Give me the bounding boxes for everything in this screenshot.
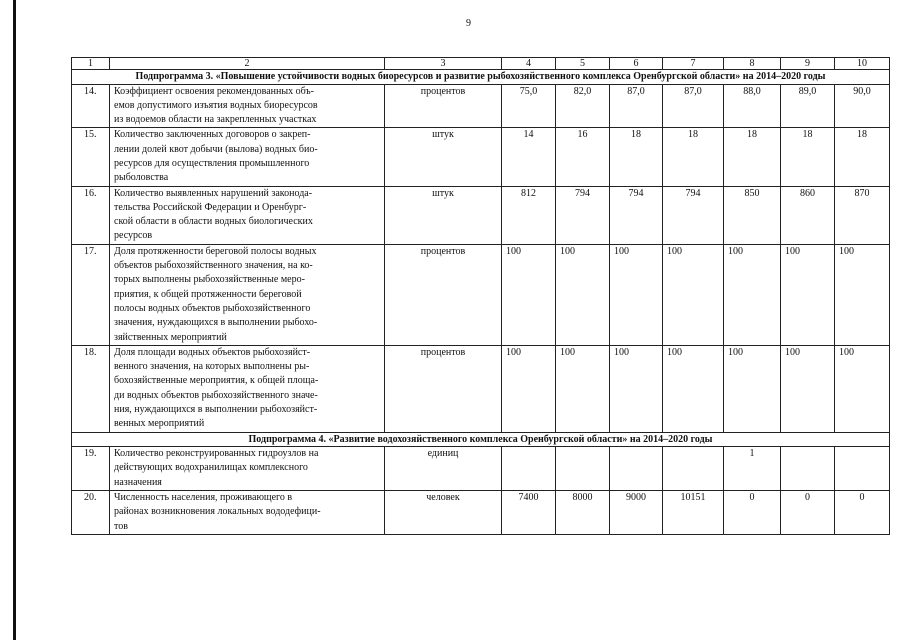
indicator-name-line: объектов рыбохозяйственного значения, на ко- <box>114 260 313 272</box>
table-row <box>72 491 890 535</box>
row-number: 17. <box>72 244 110 345</box>
indicator-name-line: из водоемов области на закрепленных участках <box>114 114 317 126</box>
value-cell: 100 <box>724 244 781 345</box>
value-cell: 794 <box>663 186 724 244</box>
value-cell: 0 <box>835 491 890 535</box>
indicator-name-line: действующих водохранилищах комплексного <box>114 462 308 474</box>
value-cell: 850 <box>724 186 781 244</box>
indicator-name-line: емов допустимого изъятия водных биоресурсов <box>114 99 318 111</box>
value-cell: 0 <box>724 491 781 535</box>
value-cell: 89,0 <box>781 84 835 128</box>
indicator-name-line: Количество заключенных договоров о закреп- <box>114 129 311 141</box>
col-number: 10 <box>835 58 890 70</box>
table-row <box>72 244 890 345</box>
indicator-name-line: Коэффициент освоения рекомендованных объ- <box>114 85 314 97</box>
value-cell: 812 <box>502 186 556 244</box>
indicator-name <box>110 491 385 535</box>
indicator-name-line: рыболовства <box>114 172 169 184</box>
indicator-name-line: районах возникновения локальных вододефици- <box>114 506 321 518</box>
col-number: 5 <box>556 58 610 70</box>
indicator-name-line: венного значения, на которых выполнены ры- <box>114 361 310 373</box>
value-cell: 87,0 <box>663 84 724 128</box>
unit-cell: единиц <box>385 447 502 491</box>
value-cell: 1 <box>724 447 781 491</box>
indicator-name <box>110 128 385 186</box>
value-cell <box>556 447 610 491</box>
col-number: 7 <box>663 58 724 70</box>
unit-cell: процентов <box>385 244 502 345</box>
col-number: 9 <box>781 58 835 70</box>
unit-cell: штук <box>385 186 502 244</box>
indicator-name <box>110 447 385 491</box>
column-number-row <box>72 58 890 70</box>
indicator-name-line: ния, нуждающихся в выполнении рыбохозяйст- <box>114 404 318 416</box>
value-cell: 100 <box>724 345 781 432</box>
value-cell <box>835 447 890 491</box>
value-cell <box>502 447 556 491</box>
value-cell: 18 <box>610 128 663 186</box>
indicator-name <box>110 345 385 432</box>
table-row <box>72 447 890 491</box>
subprogram-3-title: Подпрограмма 3. «Повышение устойчивости водных биоресурсов и развитие рыбохозяйственного комплекса Оренбургской области» на 2014–2020 годы <box>72 70 890 85</box>
value-cell: 0 <box>781 491 835 535</box>
row-number: 14. <box>72 84 110 128</box>
table-row <box>72 84 890 128</box>
indicator-name-line: Численность населения, проживающего в <box>114 492 293 504</box>
value-cell: 100 <box>781 244 835 345</box>
value-cell: 794 <box>610 186 663 244</box>
value-cell: 100 <box>610 244 663 345</box>
indicator-name-line: ресурсов для осуществления промышленного <box>114 157 310 169</box>
value-cell: 100 <box>610 345 663 432</box>
indicators-table <box>71 57 890 535</box>
value-cell: 14 <box>502 128 556 186</box>
value-cell: 100 <box>663 345 724 432</box>
col-number: 6 <box>610 58 663 70</box>
unit-cell: штук <box>385 128 502 186</box>
value-cell: 18 <box>781 128 835 186</box>
indicator-name-line: Количество выявленных нарушений законода- <box>114 187 313 199</box>
unit-cell: процентов <box>385 84 502 128</box>
indicator-name-line: полосы водных объектов рыбохозяйственного <box>114 302 311 314</box>
value-cell: 82,0 <box>556 84 610 128</box>
value-cell: 100 <box>663 244 724 345</box>
indicator-name-line: Доля протяженности береговой полосы водных <box>114 245 317 257</box>
value-cell: 10151 <box>663 491 724 535</box>
indicator-name-line: тельства Российской Федерации и Оренбург- <box>114 201 307 213</box>
row-number: 15. <box>72 128 110 186</box>
value-cell: 90,0 <box>835 84 890 128</box>
value-cell <box>610 447 663 491</box>
indicator-name <box>110 84 385 128</box>
subprogram-4-title: Подпрограмма 4. «Развитие водохозяйственного комплекса Оренбургской области» на 2014–2020 годы <box>72 432 890 447</box>
indicator-name-line: Доля площади водных объектов рыбохозяйст- <box>114 346 311 358</box>
value-cell: 88,0 <box>724 84 781 128</box>
value-cell: 100 <box>556 244 610 345</box>
indicator-name-line: Количество реконструированных гидроузлов на <box>114 448 319 460</box>
value-cell: 100 <box>502 345 556 432</box>
value-cell: 8000 <box>556 491 610 535</box>
value-cell: 100 <box>556 345 610 432</box>
indicator-name-line: бохозяйственные мероприятия, к общей площа- <box>114 375 319 387</box>
value-cell: 100 <box>835 244 890 345</box>
col-number: 2 <box>110 58 385 70</box>
row-number: 19. <box>72 447 110 491</box>
value-cell <box>781 447 835 491</box>
value-cell: 794 <box>556 186 610 244</box>
indicator-name-line: венных мероприятий <box>114 418 205 430</box>
indicator-name-line: значения, нуждающихся в выполнении рыбохо- <box>114 317 318 329</box>
subprogram-4-row <box>72 432 890 447</box>
value-cell: 18 <box>724 128 781 186</box>
value-cell: 16 <box>556 128 610 186</box>
indicator-name-line: зяйственных мероприятий <box>114 331 227 343</box>
indicator-name-line: ди водных объектов рыбохозяйственного значе- <box>114 389 318 401</box>
col-number: 8 <box>724 58 781 70</box>
value-cell: 870 <box>835 186 890 244</box>
value-cell: 100 <box>781 345 835 432</box>
unit-cell: человек <box>385 491 502 535</box>
row-number: 18. <box>72 345 110 432</box>
value-cell: 75,0 <box>502 84 556 128</box>
page-number: 9 <box>466 18 471 29</box>
indicator-name <box>110 244 385 345</box>
table-row <box>72 345 890 432</box>
row-number: 16. <box>72 186 110 244</box>
subprogram-3-row <box>72 70 890 85</box>
value-cell: 100 <box>502 244 556 345</box>
indicator-name <box>110 186 385 244</box>
indicator-name-line: назначения <box>114 476 162 488</box>
col-number: 3 <box>385 58 502 70</box>
value-cell: 87,0 <box>610 84 663 128</box>
value-cell: 100 <box>835 345 890 432</box>
indicator-name-line: торых выполнены рыбохозяйственные меро- <box>114 274 305 286</box>
col-number: 1 <box>72 58 110 70</box>
indicator-name-line: ресурсов <box>114 230 153 242</box>
row-number: 20. <box>72 491 110 535</box>
value-cell: 860 <box>781 186 835 244</box>
table-row <box>72 186 890 244</box>
unit-cell: процентов <box>385 345 502 432</box>
indicator-name-line: приятия, к общей протяженности береговой <box>114 288 302 300</box>
binding-margin-line <box>13 0 16 640</box>
indicator-name-line: лении долей квот добычи (вылова) водных био- <box>114 143 318 155</box>
table-row <box>72 128 890 186</box>
value-cell: 18 <box>663 128 724 186</box>
indicator-name-line: ской области в области водных биологических <box>114 216 313 228</box>
col-number: 4 <box>502 58 556 70</box>
value-cell: 7400 <box>502 491 556 535</box>
indicator-name-line: тов <box>114 520 128 532</box>
value-cell <box>663 447 724 491</box>
value-cell: 18 <box>835 128 890 186</box>
value-cell: 9000 <box>610 491 663 535</box>
